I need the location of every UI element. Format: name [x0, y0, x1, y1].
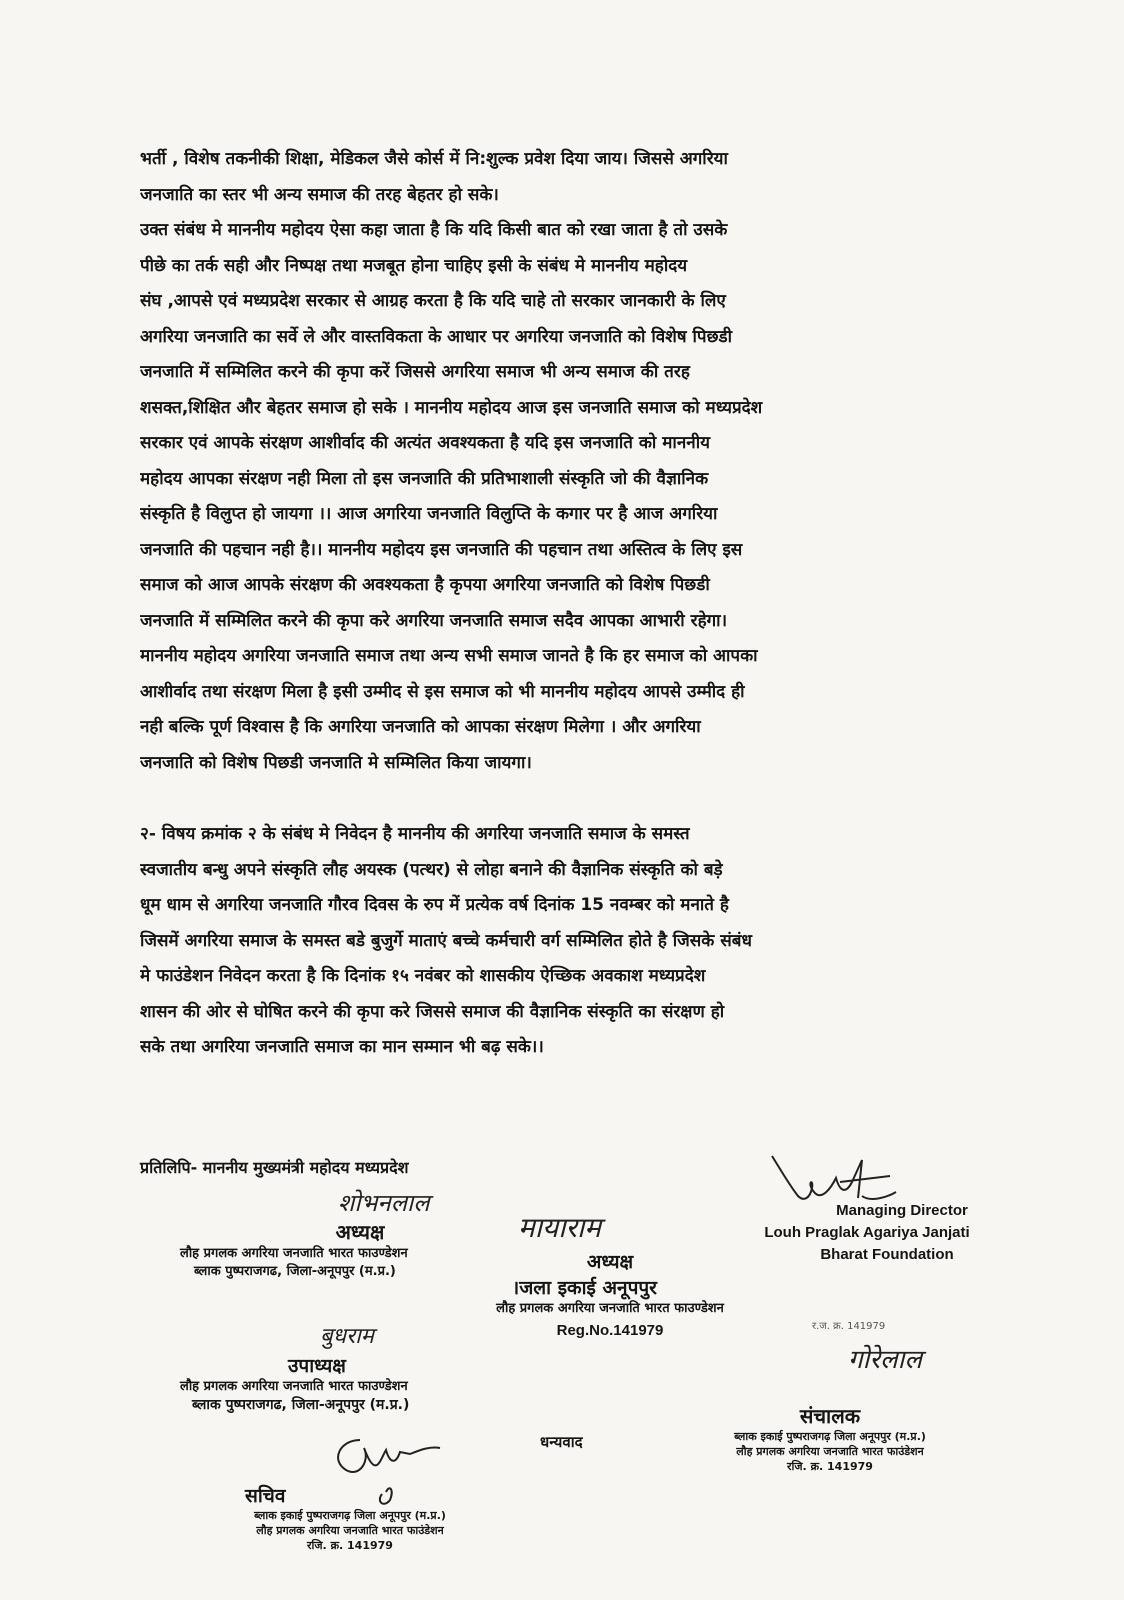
body-line: जनजाति की पहचान नही है।। माननीय महोदय इस जनजाति की पहचान तथा अस्तित्व के लिए इस	[140, 539, 743, 560]
body-line: जिसमें अगरिया समाज के समस्त बडे बुजुर्गे माताएं बच्चे कर्मचारी वर्ग सम्मिलित होते है जिसके संबंध	[140, 930, 752, 951]
sanchalak-line2: लौह प्रगलक अगरिया जनजाति भारत फाउंडेशन	[736, 1445, 924, 1458]
body-line: २- विषय क्रमांक २ के संबंध मे निवेदन है माननीय की अगरिया जनजाति समाज के समस्त	[140, 824, 690, 844]
district-reg-no: Reg.No.141979	[556, 1322, 664, 1339]
sanchalak-line3: रजि. क्र. 141979	[787, 1460, 873, 1473]
body-line: माननीय महोदय अगरिया जनजाति समाज तथा अन्य सभी समाज जानते है कि हर समाज को आपका	[140, 646, 758, 666]
sachiv-line1: ब्लाक इकाई पुष्पराजगढ़ जिला अनूपपुर (म.प्र.)	[254, 1509, 446, 1522]
paragraph-2	[140, 817, 1040, 1066]
district-foundation: लौह प्रगलक अगरिया जनजाति भारत फाउण्डेशन	[496, 1301, 724, 1316]
body-line: संस्कृति है विलुप्त हो जायगा ।। आज अगरिया जनजाति विलुप्ति के कगार पर है आज अगरिया	[140, 504, 718, 524]
director-line1: Louh Praglak Agariya Janjati	[764, 1224, 970, 1241]
district-block	[450, 1248, 770, 1339]
sanchalak-line1: ब्लाक इकाई पुष्पराजगढ़ जिला अनूपपुर (म.प्र.)	[734, 1430, 926, 1443]
sanchalak-block	[690, 1402, 970, 1474]
adhyaksha-line2: ब्लाक पुष्पराजगढ, जिला-अनूपपुर (म.प्र.)	[194, 1264, 396, 1279]
sachiv-line3: रजि. क्र. 141979	[307, 1539, 393, 1552]
paragraph-gap	[140, 781, 1040, 817]
body-line: जनजाति में सम्मिलित करने की कृपा करे अगरिया जनजाति समाज सदैव आपका आभारी रहेगा।	[140, 610, 728, 631]
body-line: भर्ती , विशेष तकनीकी शिक्षा, मेडिकल जैसे कोर्स में नि:शुल्क प्रवेश दिया जाय। जिससे अगरिया	[140, 149, 728, 169]
district-signature: मायाराम	[518, 1211, 601, 1244]
upadhyaksha-line1: लौह प्रगलक अगरिया जनजाति भारत फाउण्डेशन	[180, 1379, 408, 1394]
body-line: शासन की ओर से घोषित करने की कृपा करे जिससे समाज की वैज्ञानिक संस्कृति का संरक्षण हो	[140, 1001, 725, 1022]
body-line: जनजाति को विशेष पिछडी जनजाति मे सम्मिलित किया जायगा।	[140, 752, 532, 773]
body-line: स्वजातीय बन्धु अपने संस्कृति लौह अयस्क (पत्थर) से लोहा बनाने की वैज्ञानिक संस्कृति को बड़े	[140, 859, 723, 880]
district-title: अध्यक्ष	[586, 1251, 634, 1273]
sachiv-title: सचिव	[245, 1485, 286, 1507]
body-line: शसक्त,शिक्षित और बेहतर समाज हो सके । माननीय महोदय आज इस जनजाति समाज को मध्यप्रदेश	[140, 397, 763, 418]
thanks-text: धन्यवाद	[540, 1433, 583, 1451]
sanchalak-reg-note: र.ज. क्र. 141979	[812, 1321, 886, 1332]
body-line: जनजाति में सम्मिलित करने की कृपा करें जिससे अगरिया समाज भी अन्य समाज की तरह	[140, 362, 690, 382]
body-line: अगरिया जनजाति का सर्वे ले और वास्तविकता के आधार पर अगरिया जनजाति को विशेष पिछडी	[140, 326, 732, 347]
paragraph-1	[140, 142, 1040, 781]
adhyaksha-line1: लौह प्रगलक अगरिया जनजाति भारत फाउण्डेशन	[180, 1246, 408, 1261]
sachiv-block	[205, 1482, 495, 1553]
adhyaksha-title: अध्यक्ष	[335, 1220, 385, 1244]
upadhyaksha-title: उपाध्यक्ष	[288, 1355, 346, 1377]
upadhyaksha-line2: ब्लाक पुष्पराजगढ, जिला-अनूपपुर (म.प्र.)	[192, 1397, 410, 1413]
adhyaksha-signature: शोभनलाल	[338, 1189, 430, 1217]
sanchalak-signature: गोरेलाल	[848, 1345, 922, 1375]
upadhyaksha-signature: बुधराम	[320, 1324, 374, 1349]
body-line: उक्त संबंध मे माननीय महोदय ऐसा कहा जाता है कि यदि किसी बात को रखा जाता है तो उसके	[140, 220, 728, 240]
sachiv-line2: लौह प्रगलक अगरिया जनजाति भारत फाउंडेशन	[256, 1524, 444, 1537]
director-title: Managing Director	[836, 1202, 968, 1219]
director-block	[732, 1200, 1002, 1266]
body-line: मे फाउंडेशन निवेदन करता है कि दिनांक १५ नवंबर को शासकीय ऐच्छिक अवकाश मध्यप्रदेश	[140, 966, 706, 986]
body-line: संघ ,आपसे एवं मध्यप्रदेश सरकार से आग्रह करता है कि यदि चाहे तो सरकार जानकारी के लिए	[140, 291, 726, 311]
body-line: धूम धाम से अगरिया जनजाति गौरव दिवस के रुप में प्रत्येक वर्ष दिनांक 15 नवम्बर को मनाते है	[140, 895, 729, 915]
upadhyaksha-block	[180, 1352, 540, 1414]
body-line: समाज को आज आपके संरक्षण की अवश्यकता है कृपया अगरिया जनजाति को विशेष पिछडी	[140, 575, 710, 595]
body-line: महोदय आपका संरक्षण नही मिला तो इस जनजाति की प्रतिभाशाली संस्कृति जो की वैज्ञानिक	[140, 468, 709, 489]
sanchalak-title: संचालक	[799, 1404, 861, 1428]
body-line: जनजाति का स्तर भी अन्य समाज की तरह बेहतर हो सके।	[140, 184, 499, 205]
copy-to: प्रतिलिपि- माननीय मुख्यमंत्री महोदय मध्यप्रदेश	[140, 1158, 409, 1177]
body-line: नही बल्कि पूर्ण विश्वास है कि अगरिया जनजाति को आपका संरक्षण मिलेगा । और अगरिया	[140, 717, 701, 737]
body-line: पीछे का तर्क सही और निष्पक्ष तथा मजबूत होना चाहिए इसी के संबंध मे माननीय महोदय	[140, 255, 688, 276]
body-line: आशीर्वाद तथा संरक्षण मिला है इसी उम्मीद से इस समाज को भी माननीय महोदय आपसे उम्मीद ही	[140, 681, 745, 702]
letter-body	[140, 142, 1040, 1066]
director-line2: Bharat Foundation	[820, 1246, 954, 1263]
body-line: सरकार एवं आपके संरक्षण आशीर्वाद की अत्यंत अवश्यकता है यदि इस जनजाति को माननीय	[140, 433, 710, 453]
body-line: सके तथा अगरिया जनजाति समाज का मान सम्मान भी बढ़ सके।।	[140, 1037, 544, 1057]
district-unit: ।जला इकाई अनूपपुर	[512, 1277, 657, 1299]
